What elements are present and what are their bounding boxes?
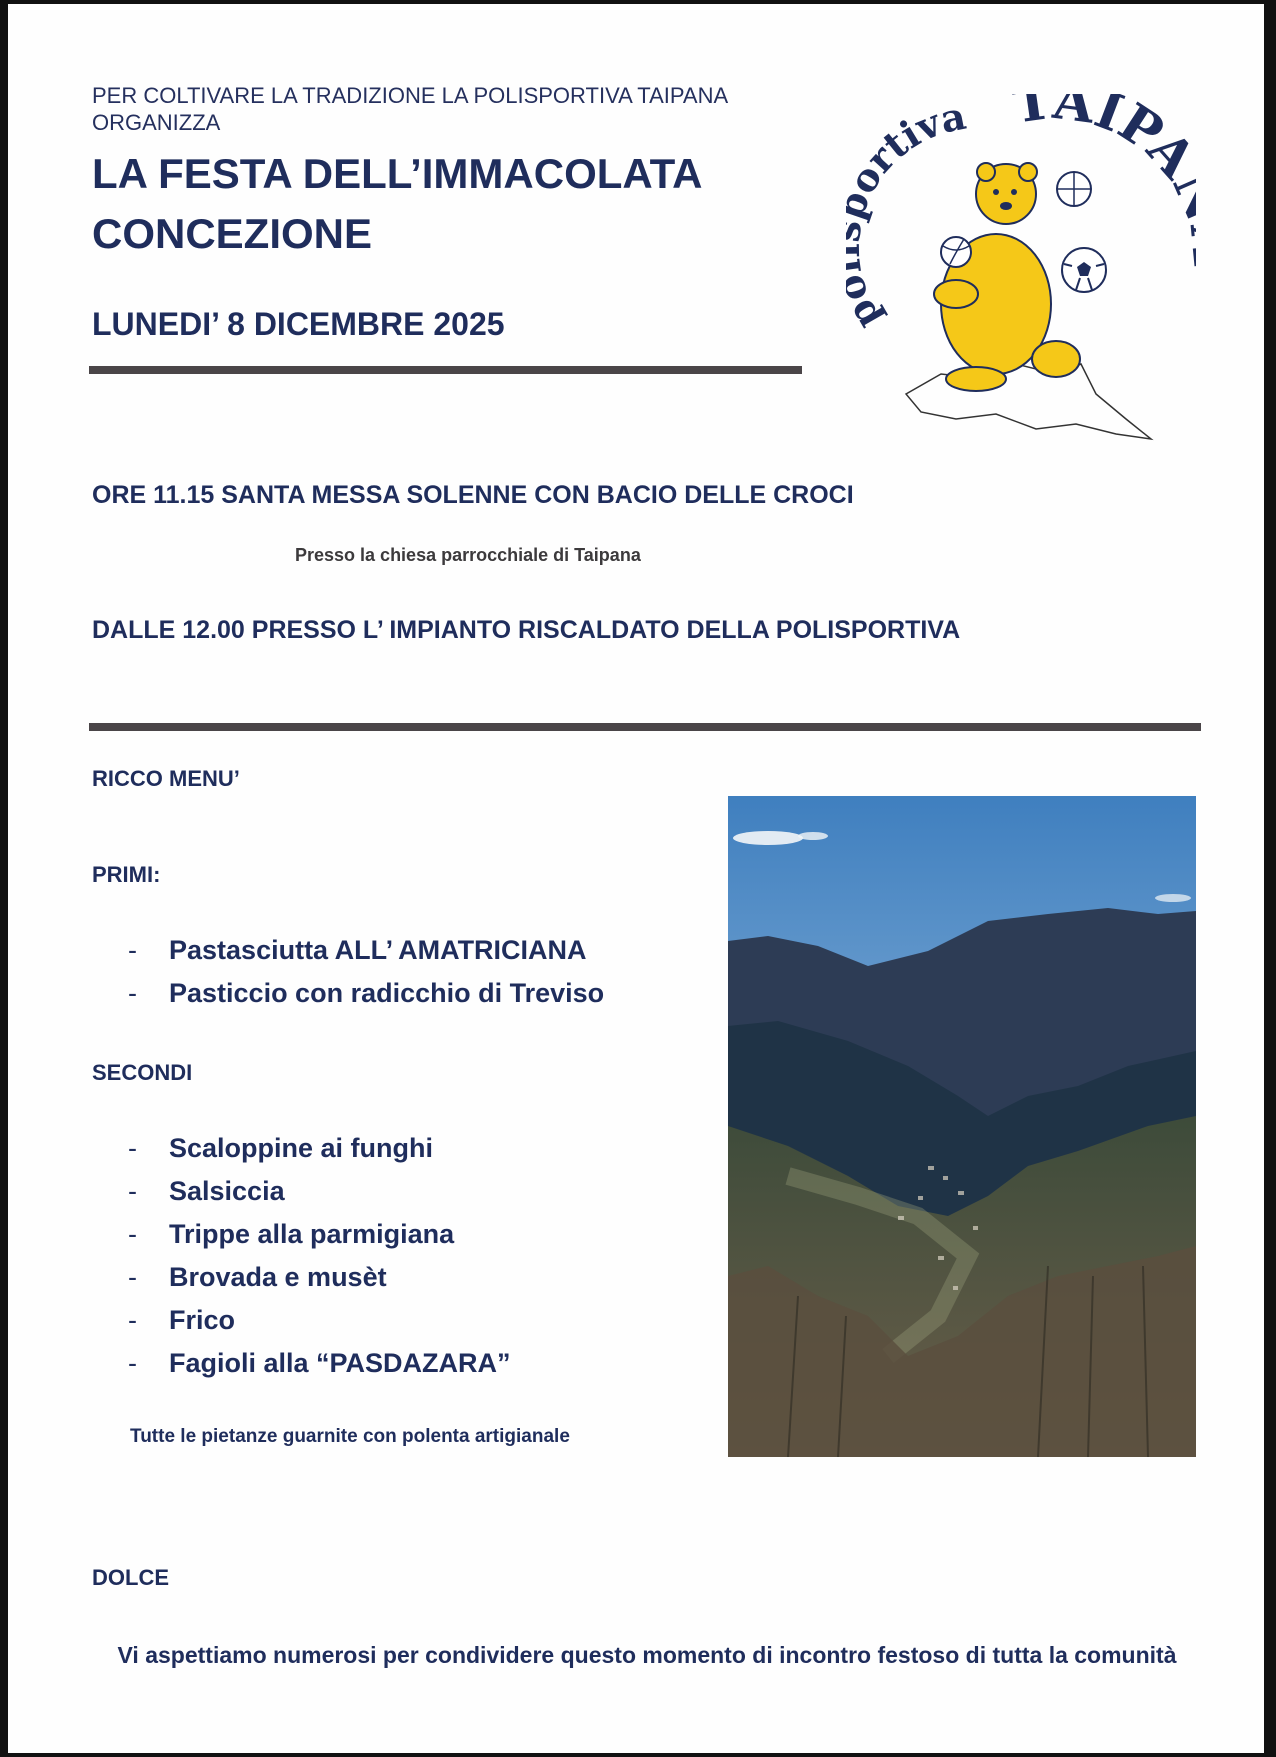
valley-photo [728,796,1196,1457]
list-item: - Salsiccia [128,1176,285,1206]
divider-middle [89,723,1201,731]
list-item: - Pastasciutta ALL’ AMATRICIANA [128,935,587,965]
list-item: - Frico [128,1305,236,1335]
logo-text-small: rtiva [856,94,970,182]
list-item: - Brovada e musèt [128,1262,387,1292]
divider-top [89,366,802,374]
poster-sheet [8,4,1264,1753]
polisportiva-taipana-logo [846,94,1196,464]
menu-heading: RICCO MENU’ [92,766,240,791]
svg-text:TAIPANA [1009,94,1196,268]
list-item: - Scaloppine ai funghi [128,1133,434,1163]
closing-message: Vi aspettiamo numerosi per condividere questo momento di incontro festoso di tutta la comunità [117,1642,1177,1668]
primi-label: PRIMI: [92,862,161,887]
event-title: LA FESTA DELL’IMMACOLATA CONCEZIONE [92,150,701,257]
secondi-list [128,1127,511,1385]
mass-line: ORE 11.15 SANTA MESSA SOLENNE CON BACIO DELLE CROCI [92,481,854,509]
primi-list [128,929,604,1015]
intro-text: PER COLTIVARE LA TRADIZIONE LA POLISPORTIVA TAIPANA ORGANIZZA [92,83,727,135]
logo-text-big: TAIP [1008,94,1171,163]
list-item: - Pasticcio con radicchio di Treviso [128,978,605,1008]
lunch-line: DALLE 12.00 PRESSO L’ IMPIANTO RISCALDATO DELLA POLISPORTIVA [92,616,961,644]
mass-location: Presso la chiesa parrocchiale di Taipana [295,545,641,565]
dolce-label: DOLCE [92,1565,169,1590]
map-outline [906,364,1151,439]
secondi-label: SECONDI [92,1060,193,1085]
event-date: LUNEDI’ 8 DICEMBRE 2025 [92,306,505,342]
polenta-note: Tutte le pietanze guarnite con polenta artigianale [130,1426,570,1447]
list-item: - Trippe alla parmigiana [128,1219,455,1249]
list-item: - Fagioli alla “PASDAZARA” [128,1348,511,1378]
